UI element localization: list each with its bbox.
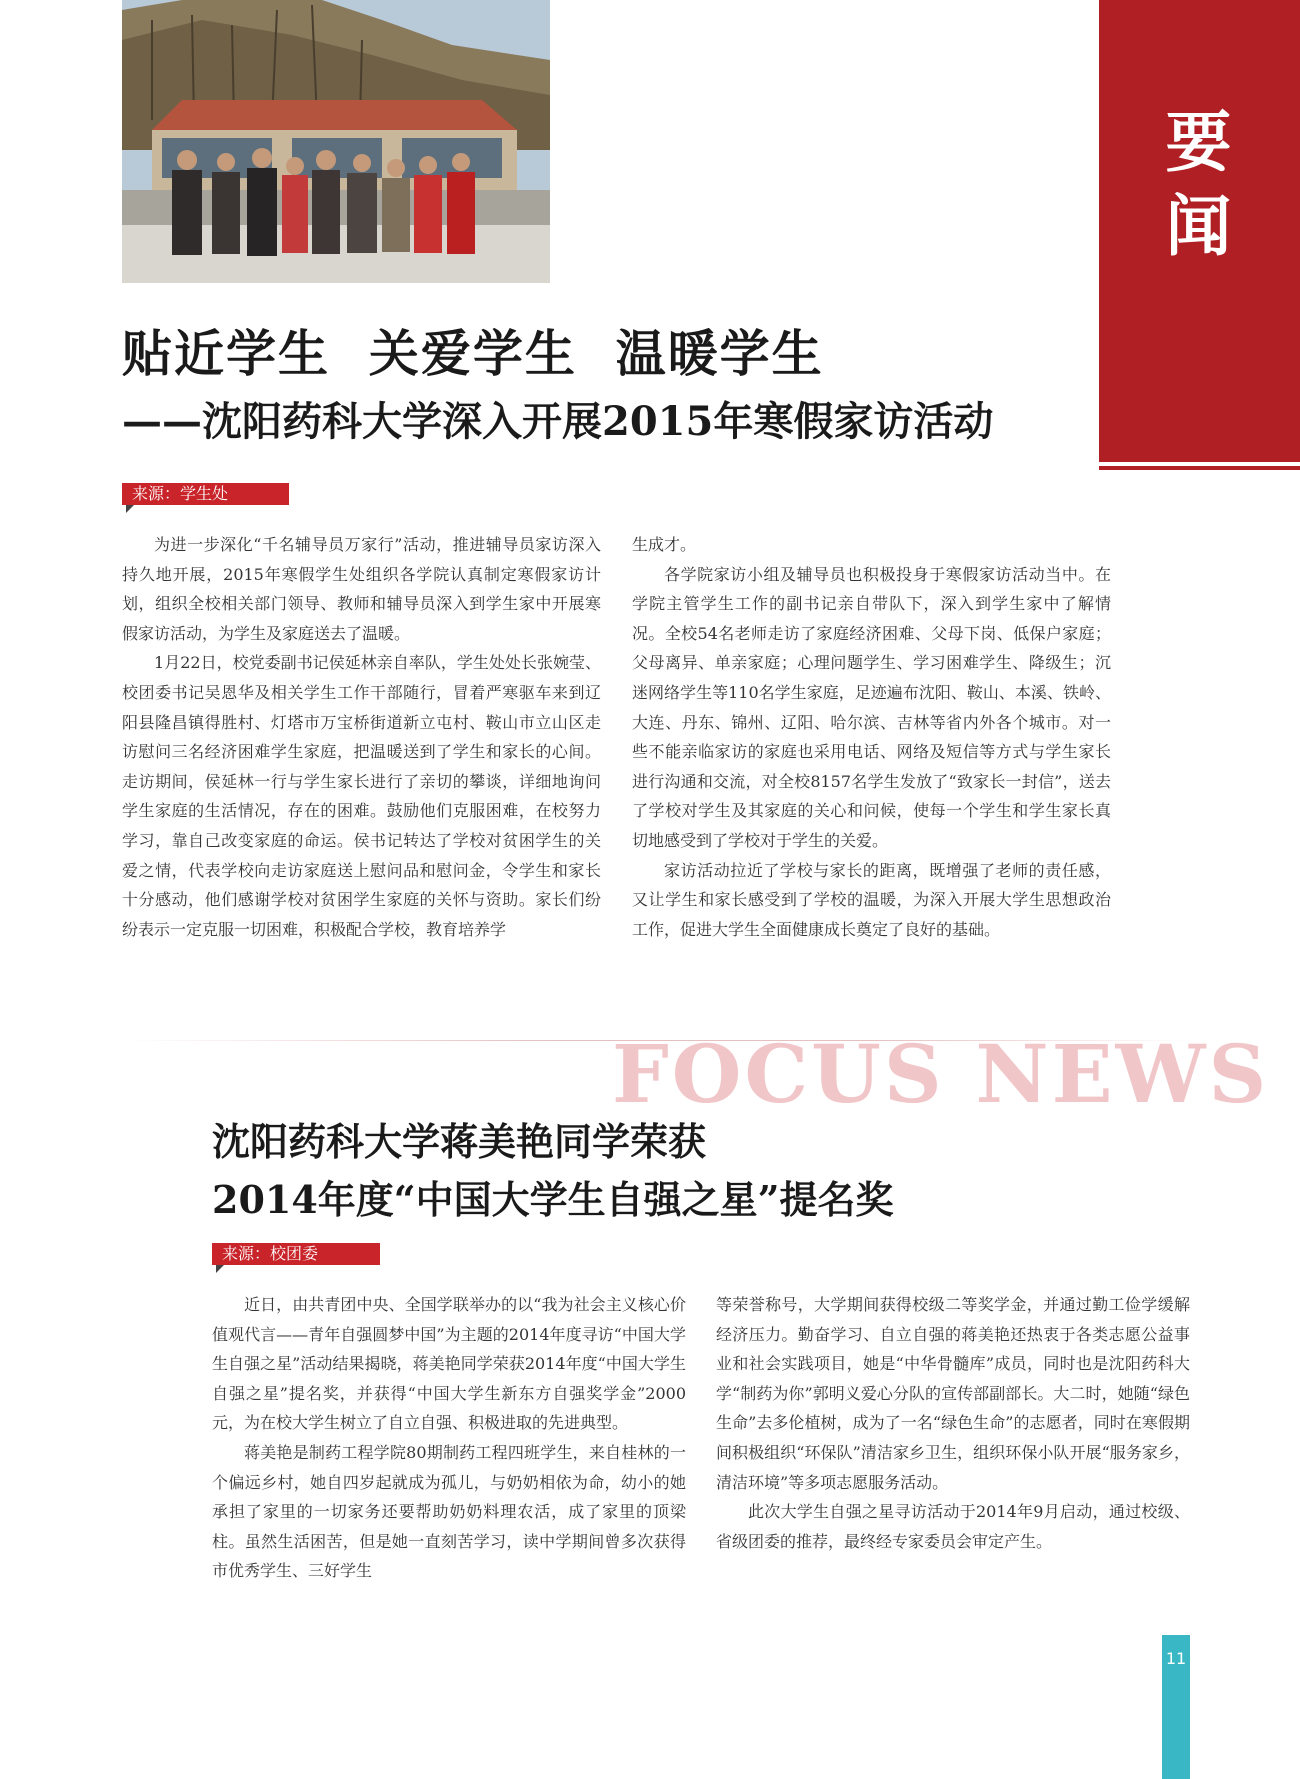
article2-paragraph: 近日，由共青团中央、全国学联举办的以“我为社会主义核心价值观代言——青年自强圆梦中国”为主题的2014年度寻访“中国大学生自强之星”活动结果揭晓，蒋美艳同学荣获2014年度“中国大学生自强之星”提名奖，并获得“中国大学生新东方自强奖学金”2000元，为在校大学生树立了自立自强、积极进取的先进典型。: [212, 1295, 686, 1433]
article1-column-1: [122, 530, 601, 944]
article2-column-1: [212, 1290, 686, 1586]
article1-paragraph: 家访活动拉近了学校与家长的距离，既增强了老师的责任感，又让学生和家长感受到了学校的温暖，为深入开展大学生思想政治工作，促进大学生全面健康成长奠定了良好的基础。: [632, 860, 1111, 939]
section-tab: [1099, 0, 1300, 462]
page-number: 11: [1165, 1649, 1187, 1668]
article2-title-line2: 2014年度“中国大学生自强之星”提名奖: [212, 1177, 894, 1222]
article1-paragraph-continued: 生成才。: [632, 535, 697, 554]
article2-paragraph-continued: 等荣誉称号，大学期间获得校级二等奖学金，并通过勤工俭学缓解经济压力。勤奋学习、自立自强的蒋美艳还热衷于各类志愿公益事业和社会实践项目，她是“中华骨髓库”成员，同时也是沈阳药科大学“制药为你”郭明义爱心分队的宣传部副部长。大二时，她随“绿色生命”去多伦植树，成为了一名“绿色生命”的志愿者，同时在寒假期间积极组织“环保队”清洁家乡卫生，组织环保小队开展“服务家乡，清洁环境”等多项志愿服务活动。: [716, 1295, 1190, 1492]
section-label: 要 闻: [1165, 103, 1234, 265]
article1-subtitle: ——沈阳药科大学深入开展2015年寒假家访活动: [122, 398, 994, 445]
tab-rule: [1099, 466, 1300, 470]
family-visit-photo: [122, 0, 550, 283]
article1-column-2: [632, 530, 1111, 944]
focus-news-watermark: FOCUS NEWS: [612, 1027, 1270, 1121]
article2-source-tag: 来源：校团委: [212, 1243, 380, 1265]
article1-paragraph: 为进一步深化“千名辅导员万家行”活动，推进辅导员家访深入持久地开展，2015年寒假学生处组织各学院认真制定寒假家访计划，组织全校相关部门领导、教师和辅导员深入到学生家中开展寒假家访活动，为学生及家庭送去了温暖。: [122, 535, 601, 643]
article2-paragraph: 此次大学生自强之星寻访活动于2014年9月启动，通过校级、省级团委的推荐，最终经专家委员会审定产生。: [716, 1502, 1190, 1551]
article2-paragraph: 蒋美艳是制药工程学院80期制药工程四班学生，来自桂林的一个偏远乡村，她自四岁起就成为孤儿，与奶奶相依为命，幼小的她承担了家里的一切家务还要帮助奶奶料理农活，成了家里的顶梁柱。虽然生活困苦，但是她一直刻苦学习，读中学期间曾多次获得市优秀学生、三好学生: [212, 1442, 686, 1581]
article1-title: 贴近学生 关爱学生 温暖学生: [122, 324, 824, 383]
article1-source-tag: 来源：学生处: [122, 483, 289, 505]
article1-paragraph: 1月22日，校党委副书记侯延林亲自率队，学生处处长张婉莹、校团委书记吴恩华及相关学生工作干部随行，冒着严寒驱车来到辽阳县隆昌镇得胜村、灯塔市万宝桥街道新立屯村、鞍山市立山区走访慰问三名经济困难学生家庭，把温暖送到了学生和家长的心间。走访期间，侯延林一行与学生家长进行了亲切的攀谈，详细地询问学生家庭的生活情况，存在的困难。鼓励他们克服困难，在校努力学习，靠自己改变家庭的命运。侯书记转达了学校对贫困学生的关爱之情，代表学校向走访家庭送上慰问品和慰问金，令学生和家长十分感动，他们感谢学校对贫困学生家庭的关怀与资助。家长们纷纷表示一定克服一切困难，积极配合学校，教育培养学: [122, 653, 601, 939]
article1-paragraph: 各学院家访小组及辅导员也积极投身于寒假家访活动当中。在学院主管学生工作的副书记亲自带队下，深入到学生家中了解情况。全校54名老师走访了家庭经济困难、父母下岗、低保户家庭；父母离异、单亲家庭；心理问题学生、学习困难学生、降级生；沉迷网络学生等110名学生家庭，足迹遍布沈阳、鞍山、本溪、铁岭、大连、丹东、锦州、辽阳、哈尔滨、吉林等省内外各个城市。对一些不能亲临家访的家庭也采用电话、网络及短信等方式与学生家长进行沟通和交流，对全校8157名学生发放了“致家长一封信”，送去了学校对学生及其家庭的关心和问候，使每一个学生和学生家长真切地感受到了学校对于学生的关爱。: [632, 564, 1111, 850]
article2-title-line1: 沈阳药科大学蒋美艳同学荣获: [212, 1119, 707, 1164]
article2-column-2: [716, 1290, 1190, 1556]
page-number-strip: [1162, 1635, 1190, 1779]
